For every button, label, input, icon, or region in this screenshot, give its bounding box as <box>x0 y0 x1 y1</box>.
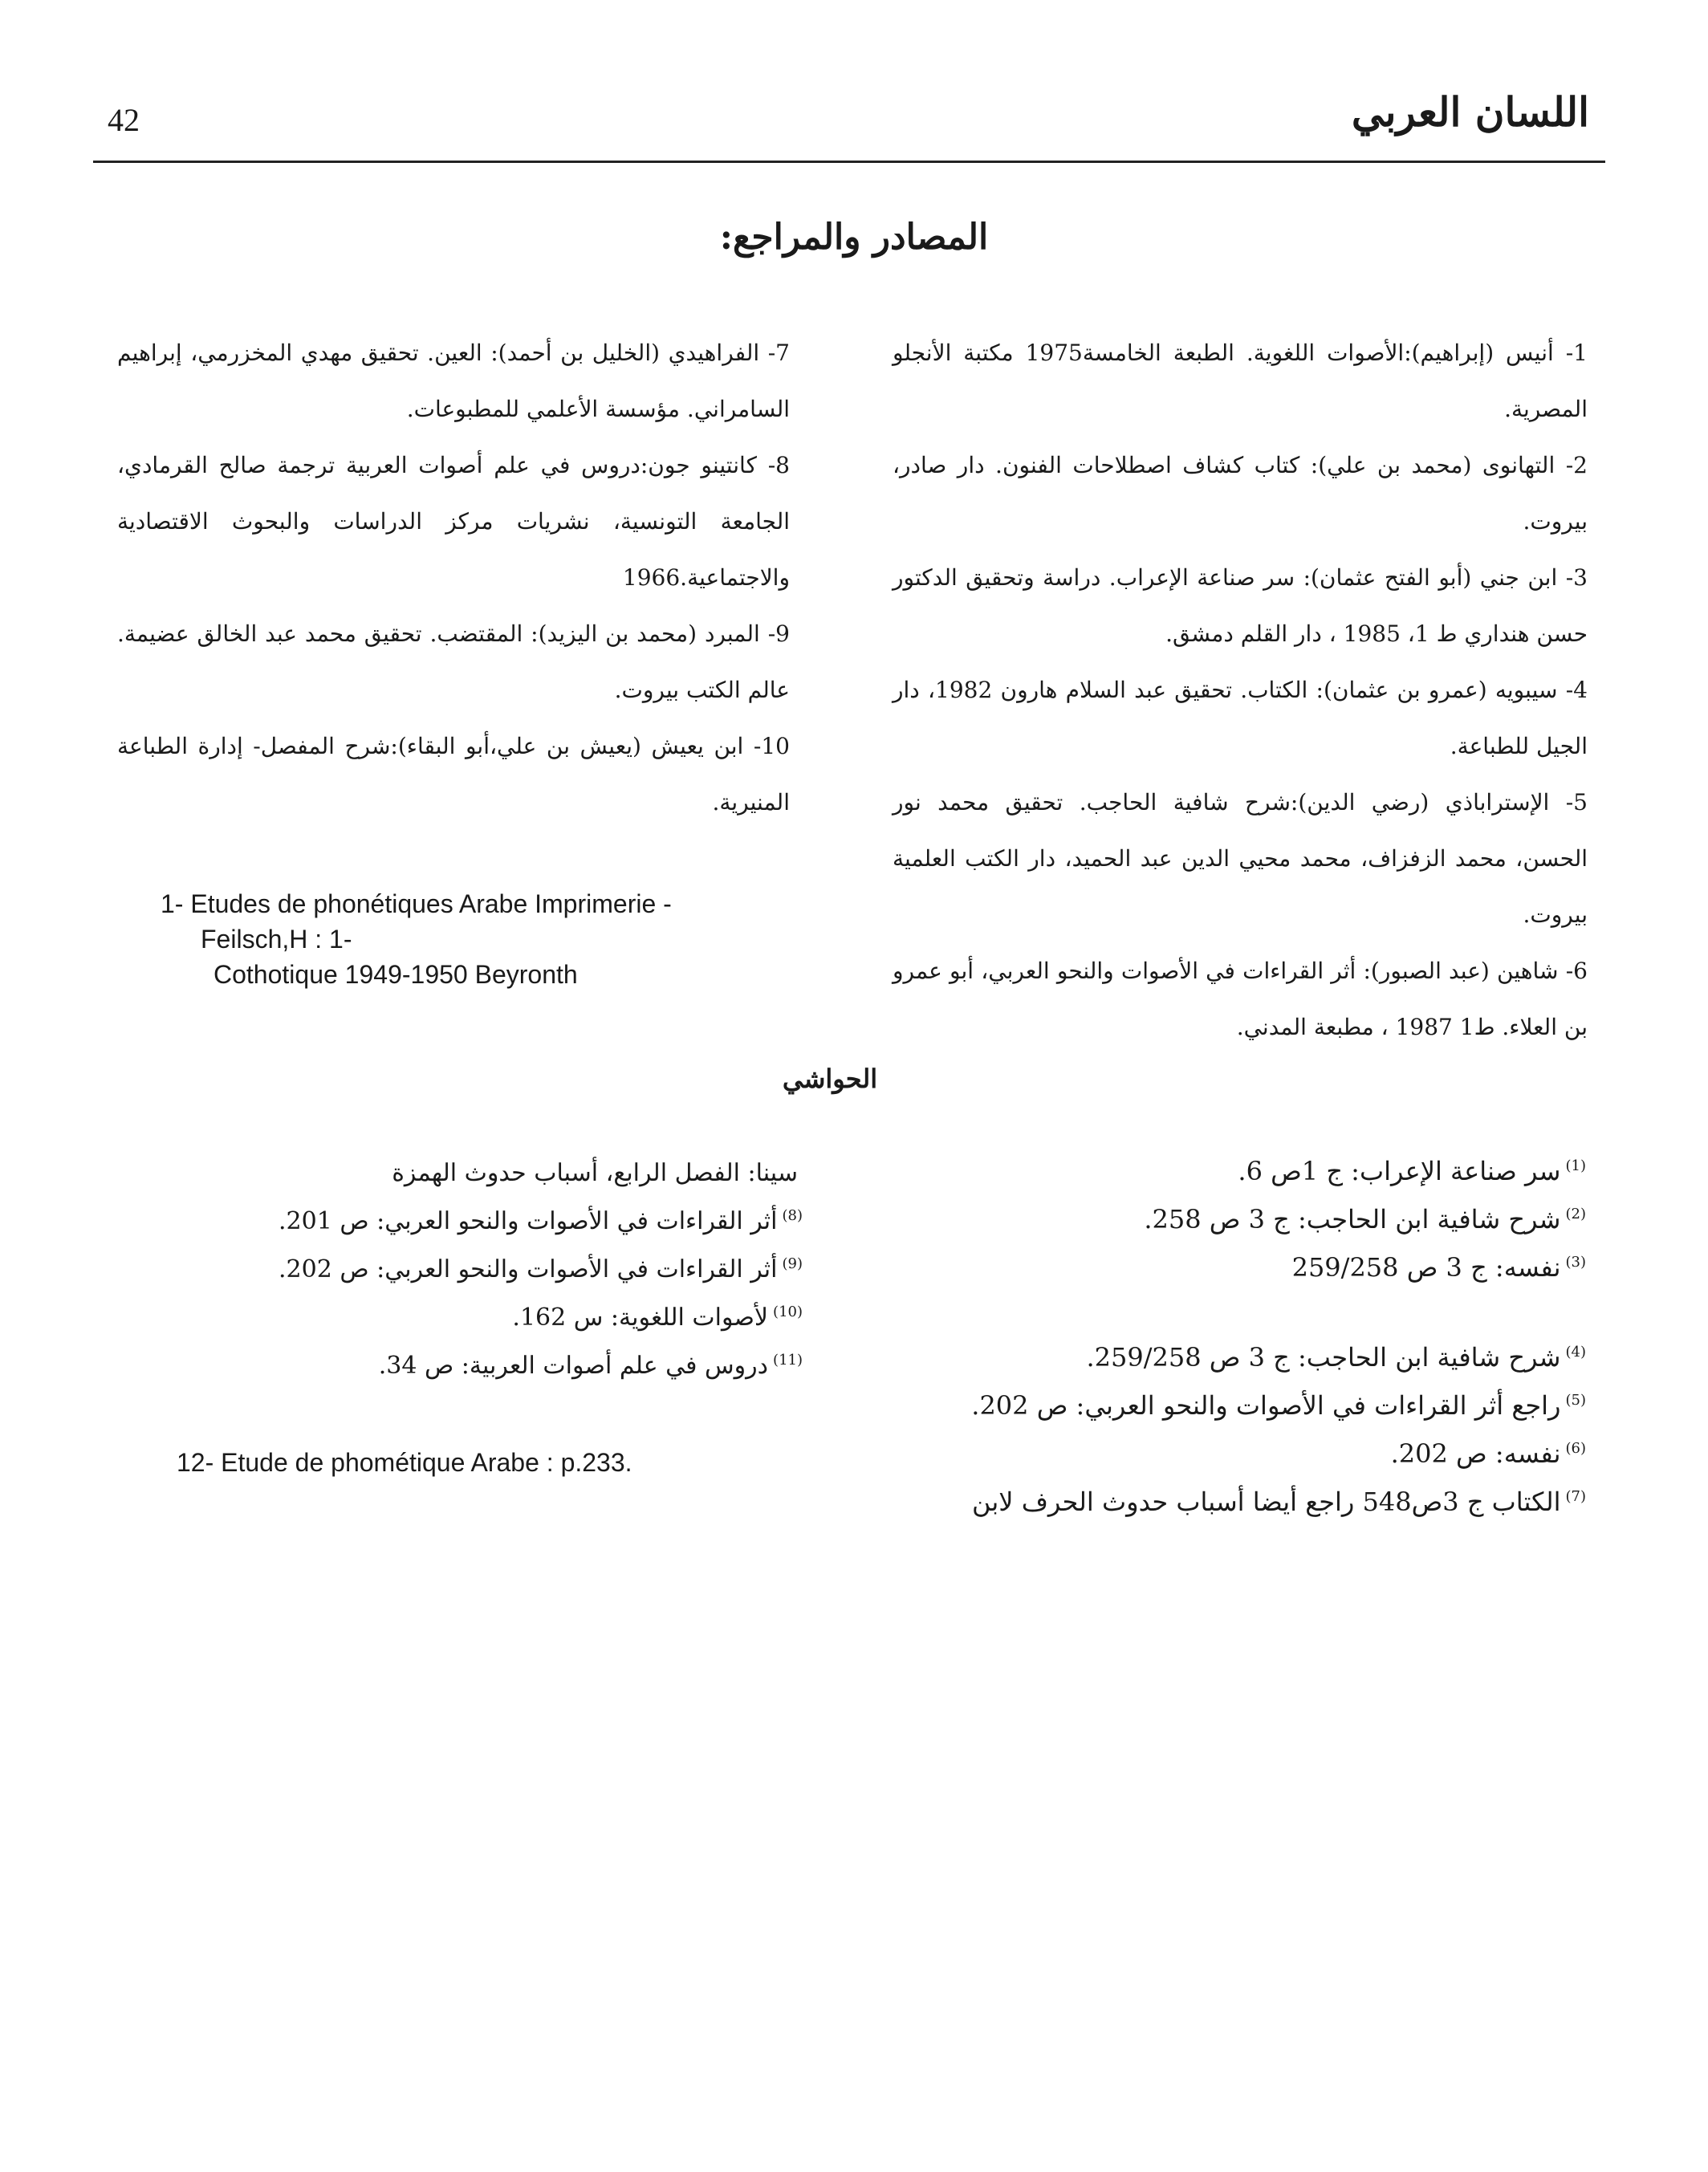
header-rule <box>93 161 1605 163</box>
footnote-text: نفسه: ج 3 ص 259/258 <box>1291 1252 1561 1283</box>
reference-item: 5- الإستراباذي (رضي الدين):شرح شافية الحاجب. تحقيق محمد نور الحسن، محمد الزفزاف، محمد محيي الدين عبد الحميد، دار الكتب العلمية بيروت. <box>893 789 1588 928</box>
footnote-number: (10) <box>773 1304 803 1320</box>
reference-item: 10- ابن يعيش (يعيش بن علي،أبو البقاء):شرح المفصل- إدارة الطباعة المنيرية. <box>117 733 790 816</box>
reference-item: 8- كانتينو جون:دروس في علم أصوات العربية ترجمة صالح القرمادي، الجامعة التونسية، نشريات مركز الدراسات والبحوث الاقتصادية والاجتماعية.1966 <box>117 452 790 591</box>
footnote-item <box>971 1342 1586 1390</box>
footnote-number: (8) <box>782 1207 803 1224</box>
footnote-item <box>971 1438 1586 1487</box>
footnote-number: (4) <box>1565 1344 1586 1361</box>
page-number: 42 <box>108 102 140 138</box>
references-left-column <box>117 325 790 831</box>
foreign-reference-line: Cothotique 1949-1950 Beyronth <box>214 960 578 989</box>
footnote-spacer <box>971 1300 1586 1342</box>
footnote-item <box>971 1156 1586 1204</box>
notes-right-column <box>971 1156 1586 1535</box>
references-right-column <box>893 325 1588 1055</box>
footnote-item <box>971 1252 1586 1300</box>
notes-title: الحواشي <box>782 1064 878 1094</box>
footnote-text: شرح شافية ابن الحاجب: ج 3 ص 258. <box>1144 1204 1561 1234</box>
foreign-reference-line: 1- Etudes de phonétiques Arabe Imprimerie - <box>161 889 672 918</box>
reference-item: 3- ابن جني (أبو الفتح عثمان): سر صناعة الإعراب. دراسة وتحقيق الدكتور حسن هنداري ط 1، 1985 ، دار القلم دمشق. <box>893 564 1588 647</box>
footnote-text: شرح شافية ابن الحاجب: ج 3 ص 259/258. <box>1086 1342 1561 1373</box>
footnote-text: أثر القراءات في الأصوات والنحو العربي: ص 201. <box>279 1207 778 1235</box>
footnote-text: دروس في علم أصوات العربية: ص 34. <box>378 1352 769 1380</box>
reference-item: 4- سيبويه (عمرو بن عثمان): الكتاب. تحقيق عبد السلام هارون 1982، دار الجيل للطباعة. <box>893 677 1588 759</box>
sources-title: المصادر والمراجع: <box>719 217 989 258</box>
footnote-text: راجع أثر القراءات في الأصوات والنحو العربي: ص 202. <box>971 1390 1561 1421</box>
footnote-number: (9) <box>782 1255 803 1272</box>
footnote-number: (3) <box>1565 1254 1586 1271</box>
footnote-text: نفسه: ص 202. <box>1390 1438 1561 1469</box>
footnote-number: (5) <box>1565 1392 1586 1409</box>
footnote-text: أثر القراءات في الأصوات والنحو العربي: ص 202. <box>279 1255 778 1283</box>
reference-item: 6- شاهين (عبد الصبور): أثر القراءات في الأصوات والنحو العربي، أبو عمرو بن العلاء. ط1 1987 ، مطبعة المدني. <box>893 958 1588 1040</box>
footnote-number: (6) <box>1565 1440 1586 1458</box>
journal-logo: اللسان العربي <box>1351 88 1589 136</box>
footnote-number: (2) <box>1565 1206 1586 1223</box>
footnote-item <box>279 1352 803 1400</box>
footnote-item <box>971 1204 1586 1252</box>
notes-left-column <box>279 1159 803 1400</box>
footnote-number: (7) <box>1565 1488 1586 1506</box>
reference-item: 9- المبرد (محمد بن اليزيد): المقتضب. تحقيق محمد عبد الخالق عضيمة. عالم الكتب بيروت. <box>117 620 790 703</box>
reference-item: 1- أنيس (إبراهيم):الأصوات اللغوية. الطبعة الخامسة1975 مكتبة الأنجلو المصرية. <box>893 340 1588 422</box>
footnote-number: (11) <box>773 1352 803 1369</box>
reference-item: 2- التهانوى (محمد بن علي): كتاب كشاف اصطلاحات الفنون. دار صادر، بيروت. <box>893 452 1588 535</box>
footnote-item <box>279 1207 803 1255</box>
footnote-text: سر صناعة الإعراب: ج 1ص 6. <box>1238 1156 1561 1186</box>
footnote-item <box>971 1390 1586 1438</box>
footnote-item <box>971 1487 1586 1535</box>
footnote-text: الكتاب ج 3ص548 راجع أيضا أسباب حدوث الحرف لابن <box>972 1487 1561 1517</box>
footnote-text: سينا: الفصل الرابع، أسباب حدوث الهمزة <box>392 1159 798 1187</box>
foreign-footnote: 12- Etude de phométique Arabe : p.233. <box>177 1448 632 1477</box>
footnote-number: (1) <box>1565 1157 1586 1175</box>
reference-item: 7- الفراهيدي (الخليل بن أحمد): العين. تحقيق مهدي المخزرمي، إبراهيم السامراني. مؤسسة الأعلمي للمطبوعات. <box>117 340 790 422</box>
footnote-item <box>279 1255 803 1304</box>
foreign-reference <box>161 886 672 992</box>
foreign-reference-line: Feilsch,H : 1- <box>201 925 352 954</box>
footnote-text: لأصوات اللغوية: س 162. <box>512 1304 769 1332</box>
footnote-item <box>279 1159 803 1207</box>
footnote-item <box>279 1304 803 1352</box>
